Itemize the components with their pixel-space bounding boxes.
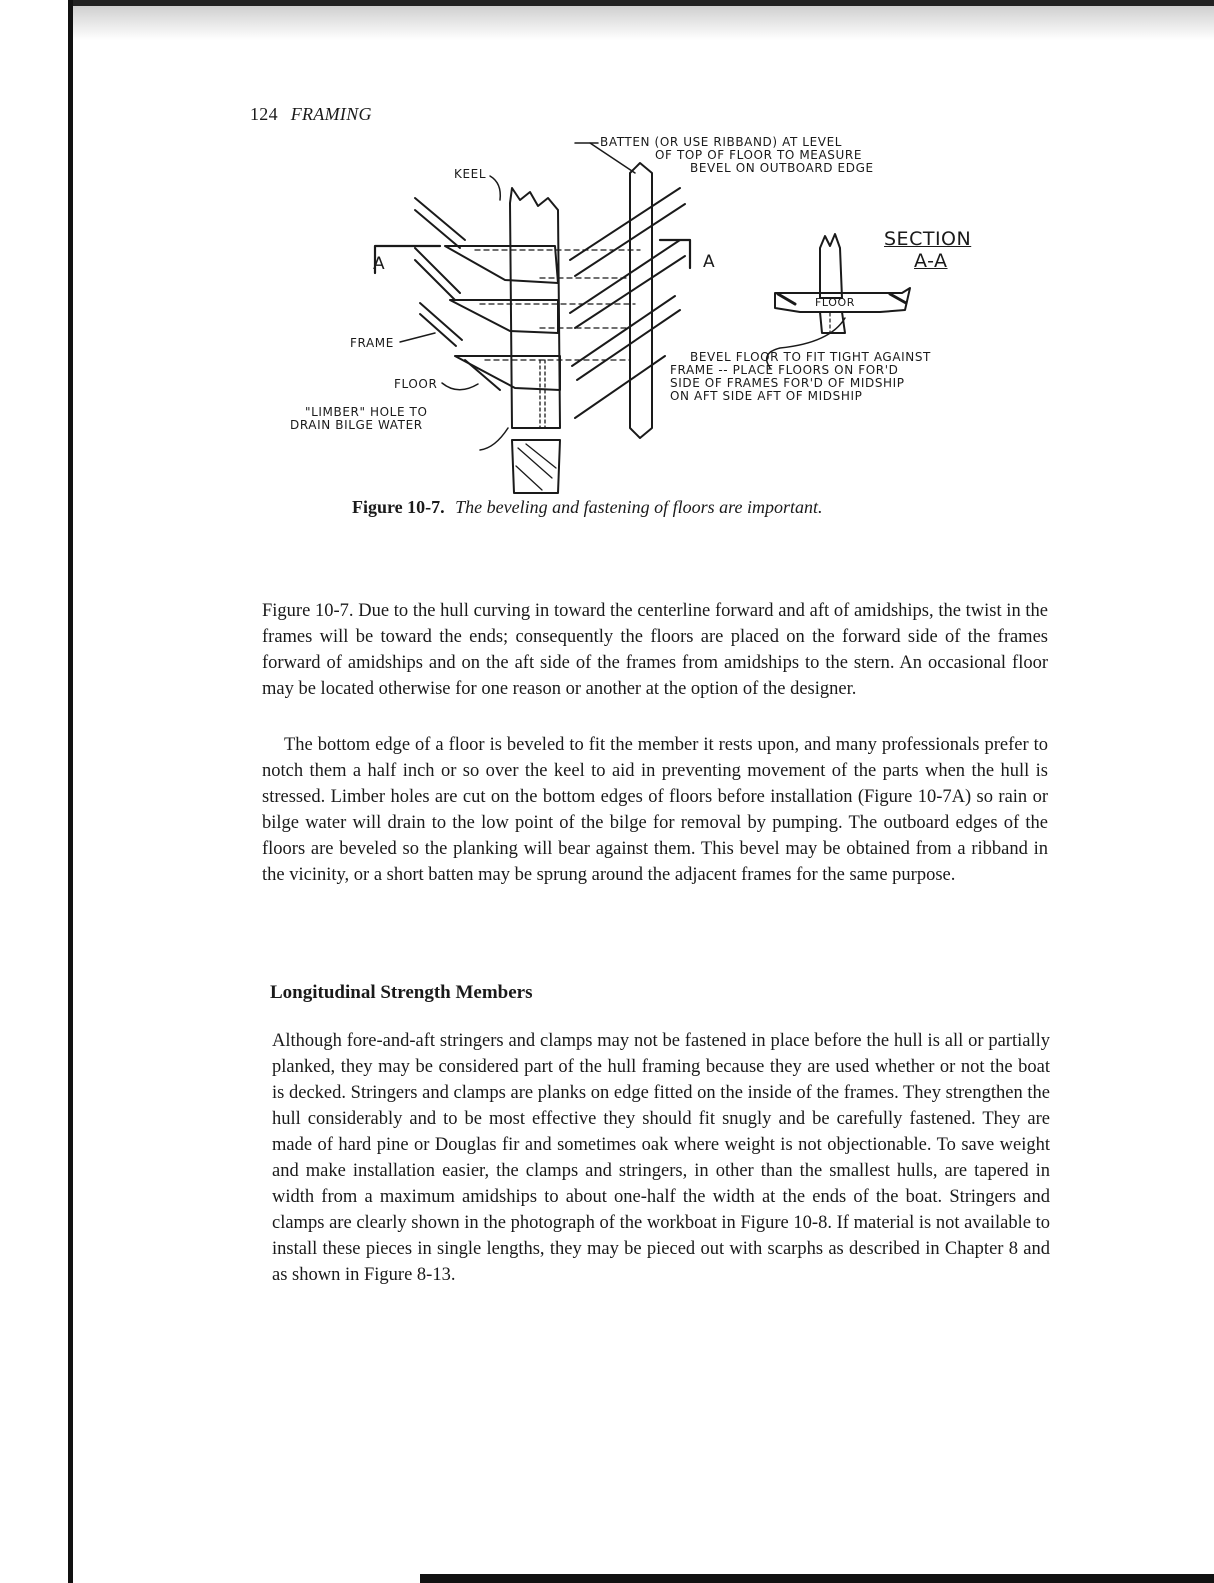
paragraph-2: The bottom edge of a floor is beveled to fit the member it rests upon, and many professionals prefer to notch them a half inch or so over the keel to aid in preventing movement of the parts when the hull is stressed. Limber holes are cut on the bottom edges of floors before installation (Figure 10-7A) so rain or bilge water will drain to the low point of the bilge for removal by pumping. The outboard edges of the floors are beveled so the planking will bear against them. This bevel may be obtained from a ribband in the vicinity, or a short batten may be sprung around the adjacent frames for the same purpose. bbox=[262, 735, 1048, 885]
scan-edge-left bbox=[68, 0, 73, 1583]
figure-10-7 bbox=[290, 128, 1020, 508]
paragraph-1: Figure 10-7. Due to the hull curving in toward the centerline forward and aft of amidships, the twist in the frames will be toward the ends; consequently the floors are placed on the forward side of the frames forward of amidships and on the aft side of the frames from amidships to the stern. An occasional floor may be located otherwise for one reason or another at the option of the designer. bbox=[262, 601, 1048, 699]
frame-left-1 bbox=[415, 198, 465, 248]
figure-caption bbox=[352, 497, 822, 518]
scan-edge-bottom bbox=[420, 1574, 1214, 1583]
caption-text: The beveling and fastening of floors are important. bbox=[455, 497, 823, 517]
running-head-title: FRAMING bbox=[290, 104, 372, 124]
inset-floor-label: FLOOR bbox=[815, 296, 856, 309]
batten bbox=[630, 163, 652, 438]
batten-note: BATTEN (OR USE RIBBAND) AT LEVEL OF TOP OF FLOOR TO MEASURE BEVEL ON OUTBOARD EDGE bbox=[600, 135, 874, 175]
page-number: 124 bbox=[250, 104, 278, 124]
frame-label: FRAME bbox=[350, 336, 394, 350]
section-marker-a-left: A bbox=[373, 254, 386, 274]
frame-right-1 bbox=[570, 188, 685, 276]
section-marker-a-right: A bbox=[703, 252, 716, 272]
limber-hole-label: "LIMBER" HOLE TO DRAIN BILGE WATER bbox=[290, 405, 428, 432]
floor-3 bbox=[455, 356, 560, 390]
floor-label: FLOOR bbox=[394, 377, 438, 391]
keel-label: KEEL bbox=[454, 167, 487, 181]
floor-framing-diagram bbox=[290, 128, 1020, 508]
frame-left-3 bbox=[420, 303, 462, 346]
caption-label: Figure 10-7. bbox=[352, 497, 445, 517]
section-heading: Longitudinal Strength Members bbox=[270, 982, 533, 1003]
scan-shadow bbox=[73, 6, 1214, 40]
keel-shape bbox=[510, 188, 560, 428]
frame-right-3 bbox=[572, 296, 680, 380]
paragraph-3: Although fore-and-aft stringers and clamps may not be fastened in place before the hull is all or partially planked, they may be considered part of the hull framing because they are used whether or not the boat is decked. Stringers and clamps are planks on edge fitted on the inside of the frames. They strengthen the hull considerably and to be most effective they should fit snugly and be carefully fastened. They are made of hard pine or Douglas fir and sometimes oak where weight is not objectionable. To save weight and make installation easier, the clamps and stringers, in other than the smallest hulls, are tapered in width from a maximum amidships to about one-half the width at the ends of the boat. Stringers and clamps are clearly shown in the photograph of the workboat in Figure 10-8. If material is not available to install these pieces in single lengths, they may be pieced out with scarphs as described in Chapter 8 and as shown in Figure 8-13. bbox=[272, 1031, 1050, 1285]
section-a-a-title: SECTION A-A bbox=[884, 228, 972, 272]
frame-left-2 bbox=[415, 248, 460, 300]
inset-keel-top bbox=[820, 234, 842, 298]
running-head bbox=[250, 104, 372, 125]
bevel-note: BEVEL FLOOR TO FIT TIGHT AGAINST FRAME -- PLACE FLOORS ON FOR'D SIDE OF FRAMES FOR'D OF MIDSHIP ON AFT SIDE AFT OF MIDSHIP bbox=[670, 350, 931, 403]
frame-right-2 bbox=[570, 240, 685, 328]
